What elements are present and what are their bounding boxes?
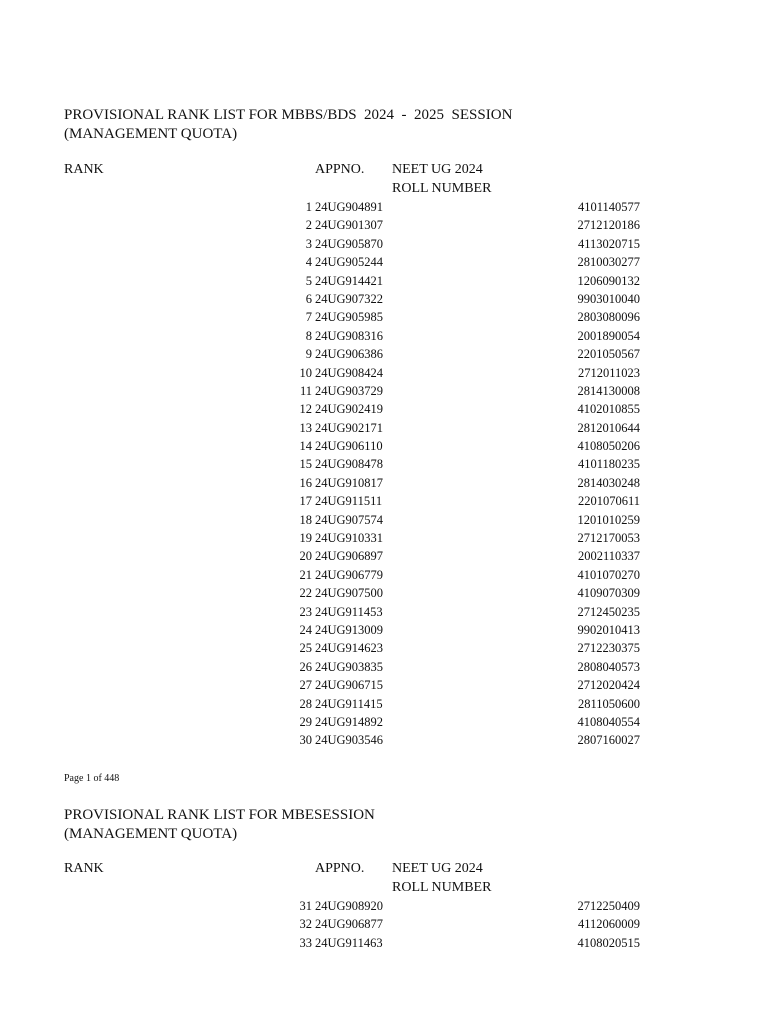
table-row [0,566,768,584]
rank-cell: 14 [299,439,312,454]
appno-cell: 24UG902171 [315,420,384,435]
appno-cell: 24UG904891 [315,200,384,214]
appno-column-header: APPNO. [315,162,365,177]
table-row [0,235,768,253]
rank-cell: 31 [299,899,312,913]
rank-cell: 25 [299,641,312,656]
page-subtitle-2: (MANAGEMENT QUOTA) [64,826,238,842]
roll-cell: 4108020515 [577,935,640,950]
appno-cell: 24UG914623 [315,641,384,656]
rank-cell: 7 [305,310,312,325]
rank-cell: 17 [299,494,312,509]
table-row [0,713,768,731]
roll-cell: 2002110337 [577,549,640,564]
appno-cell: 24UG911415 [315,696,383,711]
appno-cell: 24UG906779 [315,567,384,582]
table-row [0,915,768,933]
rank-cell: 23 [299,604,312,619]
roll-cell: 1206090132 [577,273,640,288]
table-row [0,529,768,547]
rank-cell: 29 [299,714,312,729]
table-row [0,584,768,602]
appno-cell: 24UG907322 [315,291,384,306]
rank-table [0,198,768,750]
roll-cell: 2803080096 [577,310,640,325]
rank-column-header: RANK [64,162,104,177]
page-subtitle: (MANAGEMENT QUOTA) [64,126,238,142]
appno-cell: 24UG905244 [315,255,384,270]
roll-column-header-2: NEET UG 2024 [392,861,483,876]
rank-cell: 18 [299,512,312,527]
rank-cell: 24 [299,622,312,637]
rank-cell: 16 [299,475,312,490]
table-row [0,934,768,952]
appno-cell: 24UG905870 [315,236,384,251]
roll-cell: 2814130008 [577,383,640,398]
roll-cell: 2712250409 [577,899,640,913]
table-row [0,272,768,290]
roll-cell: 4108040554 [577,714,640,729]
rank-cell: 28 [299,696,312,711]
appno-cell: 24UG906877 [315,917,384,932]
rank-cell: 13 [299,420,312,435]
appno-cell: 24UG903546 [315,733,384,748]
table-row [0,731,768,749]
table-row [0,695,768,713]
rank-cell: 1 [305,200,312,214]
rank-cell: 32 [299,917,312,932]
appno-cell: 24UG914892 [315,714,384,729]
table-row [0,437,768,455]
roll-cell: 2712011023 [577,365,640,380]
roll-cell: 1201010259 [577,512,640,527]
table-row [0,639,768,657]
rank-cell: 12 [299,402,312,417]
roll-cell: 2712170053 [577,531,640,546]
rank-cell: 3 [305,236,312,251]
table-row [0,621,768,639]
appno-cell: 24UG906110 [315,439,383,454]
rank-cell: 33 [299,935,312,950]
table-row [0,897,768,915]
appno-cell: 24UG910331 [315,531,384,546]
roll-cell: 2712120186 [577,218,640,233]
rank-cell: 6 [305,291,312,306]
roll-cell: 9903010040 [577,291,640,306]
roll-column-header-2-line2: ROLL NUMBER [392,880,492,895]
table-row [0,676,768,694]
roll-cell: 2712450235 [577,604,640,619]
rank-column-header-2: RANK [64,861,104,876]
appno-cell: 24UG908316 [315,328,384,343]
appno-cell: 24UG906897 [315,549,384,564]
roll-cell: 4109070309 [577,586,640,601]
roll-cell: 2811050600 [577,696,640,711]
roll-cell: 4108050206 [577,439,640,454]
roll-cell: 2808040573 [577,659,640,674]
roll-cell: 2001890054 [577,328,640,343]
table-row [0,327,768,345]
roll-cell: 2810030277 [577,255,640,270]
rank-cell: 26 [299,659,312,674]
appno-column-header-2: APPNO. [315,861,365,876]
table-row [0,419,768,437]
rank-cell: 15 [299,457,312,472]
rank-cell: 21 [299,567,312,582]
rank-cell: 10 [299,365,312,380]
roll-cell: 4101070270 [577,567,640,582]
table-row [0,290,768,308]
roll-cell: 4113020715 [577,236,640,251]
table-row [0,345,768,363]
page-number: Page 1 of 448 [64,773,120,784]
appno-cell: 24UG906386 [315,347,384,362]
roll-cell: 9902010413 [577,622,640,637]
appno-cell: 24UG911463 [315,935,383,950]
table-row [0,474,768,492]
table-row [0,198,768,216]
appno-cell: 24UG902419 [315,402,384,417]
appno-cell: 24UG913009 [315,622,384,637]
appno-cell: 24UG903729 [315,383,384,398]
appno-cell: 24UG908478 [315,457,384,472]
appno-cell: 24UG906715 [315,678,384,693]
appno-cell: 24UG901307 [315,218,384,233]
roll-cell: 2807160027 [577,733,640,748]
table-row [0,364,768,382]
table-row [0,511,768,529]
rank-table-2 [0,897,768,952]
roll-cell: 2712020424 [577,678,640,693]
roll-cell: 2712230375 [577,641,640,656]
table-row [0,382,768,400]
rank-cell: 22 [299,586,312,601]
table-row [0,492,768,510]
rank-cell: 11 [299,383,312,398]
appno-cell: 24UG905985 [315,310,384,325]
table-row [0,658,768,676]
roll-cell: 2812010644 [577,420,640,435]
rank-cell: 5 [305,273,312,288]
rank-cell: 19 [299,531,312,546]
page-title-2: PROVISIONAL RANK LIST FOR MBESESSION [64,807,375,823]
roll-cell: 4101140577 [577,200,640,214]
appno-cell: 24UG907574 [315,512,384,527]
table-row [0,547,768,565]
rank-cell: 27 [299,678,312,693]
appno-cell: 24UG908920 [315,899,384,913]
roll-cell: 2201070611 [577,494,640,509]
rank-cell: 2 [305,218,312,233]
roll-column-header: NEET UG 2024 [392,162,483,177]
rank-cell: 8 [305,328,312,343]
table-row [0,308,768,326]
roll-cell: 4112060009 [577,917,640,932]
roll-cell: 4101180235 [577,457,640,472]
appno-cell: 24UG908424 [315,365,384,380]
table-row [0,603,768,621]
roll-cell: 4102010855 [577,402,640,417]
appno-cell: 24UG903835 [315,659,384,674]
rank-cell: 20 [299,549,312,564]
appno-cell: 24UG910817 [315,475,384,490]
rank-cell: 4 [305,255,312,270]
appno-cell: 24UG907500 [315,586,384,601]
roll-cell: 2814030248 [577,475,640,490]
appno-cell: 24UG911511 [315,494,383,509]
appno-cell: 24UG914421 [315,273,384,288]
roll-cell: 2201050567 [577,347,640,362]
appno-cell: 24UG911453 [315,604,383,619]
table-row [0,455,768,473]
table-row [0,400,768,418]
roll-column-header-line2: ROLL NUMBER [392,181,492,196]
rank-cell: 9 [305,347,312,362]
page-title: PROVISIONAL RANK LIST FOR MBBS/BDS 2024 - 2025 SESSION [64,107,513,123]
table-row [0,216,768,234]
rank-cell: 30 [299,733,312,748]
table-row [0,253,768,271]
